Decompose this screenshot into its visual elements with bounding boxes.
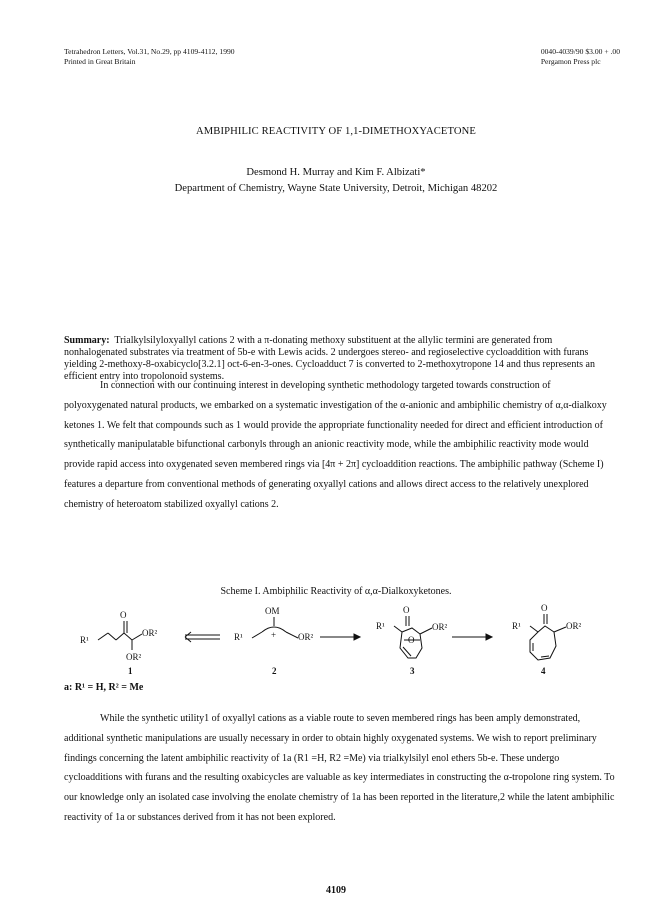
paragraph-utility-text: While the synthetic utility1 of oxyallyl cations as a viable route to seven membered rings has been amply demonstrated, additional synthetic manipulations are usually necessary in order to obtain highly oxygenated systems. We wish to report preliminary findings concerning the latent ambiphilic reactivity of 1a (R1 =H, R2 =Me) via trialkylsilyl enol ethers 5b-e. These undergo cycloadditions with furans and the resulting oxabicycles are valuable as key intermediates in constructing the α-tropolone ring system. To our knowledge only an isolated case involving the enolate chemistry of 1a has been reported in the literature,2 while the latent ambiphilic reactivity of 1a or substances derived from it has not been explored. bbox=[64, 713, 615, 823]
journal-citation: Tetrahedron Letters, Vol.31, No.29, pp 4109-4112, 1990 bbox=[64, 47, 235, 56]
summary-label: Summary: bbox=[64, 335, 110, 346]
compound-number-4: 4 bbox=[541, 666, 546, 676]
atom-label-r1-3: R¹ bbox=[376, 621, 385, 631]
scheme-i-diagram bbox=[60, 600, 620, 680]
compound-number-1: 1 bbox=[128, 666, 133, 676]
atom-label-bridge-o-3: O bbox=[408, 635, 415, 645]
paper-title: AMBIPHILIC REACTIVITY OF 1,1-DIMETHOXYACETONE bbox=[196, 126, 476, 137]
charge-plus-2: + bbox=[271, 630, 277, 640]
publisher-name: Pergamon Press plc bbox=[540, 57, 601, 66]
compound-4-structure bbox=[530, 614, 566, 660]
authors: Desmond H. Murray and Kim F. Albizati* bbox=[246, 167, 426, 178]
publisher-header bbox=[541, 47, 620, 67]
compound-number-3: 3 bbox=[410, 666, 415, 676]
paragraph-utility bbox=[64, 709, 616, 828]
equivalence-arrow bbox=[185, 632, 220, 642]
author-block bbox=[0, 165, 672, 197]
atom-label-r1-2: R¹ bbox=[234, 632, 243, 642]
atom-label-o-1: O bbox=[120, 610, 127, 620]
atom-label-om-2: OM bbox=[265, 606, 280, 616]
scheme-footnote: a: R¹ = H, R² = Me bbox=[64, 682, 144, 693]
atom-label-or2-1b: OR² bbox=[126, 652, 142, 662]
page-number: 4109 bbox=[326, 885, 346, 896]
atom-label-or2-4: OR² bbox=[566, 621, 582, 631]
affiliation: Department of Chemistry, Wayne State University, Detroit, Michigan 48202 bbox=[174, 183, 498, 194]
summary-text: Trialkylsilyloxyallyl cations 2 with a π-donating methoxy substituent at the allylic termini are generated from nonhalogenated substrates via treatment of 5b-e with Lewis acids. 2 undergoes stereo- and regioselective cycloaddition with furans yielding 2-methoxy-8-oxabicyclo[3.2.1] oct-6-en-3-ones. Cycloadduct 7 is converted to 2-methoxytropone 14 and thus represents an efficient entry into tropolonoid systems. bbox=[64, 335, 595, 382]
paragraph-intro bbox=[64, 376, 616, 515]
printed-location: Printed in Great Britain bbox=[64, 57, 136, 66]
compound-1-structure bbox=[98, 621, 142, 650]
journal-header bbox=[64, 47, 235, 67]
atom-label-o-3: O bbox=[403, 605, 410, 615]
atom-label-or2-2: OR² bbox=[298, 632, 314, 642]
compound-number-2: 2 bbox=[272, 666, 277, 676]
atom-label-o-4: O bbox=[541, 603, 548, 613]
issn-price: 0040-4039/90 $3.00 + .00 bbox=[540, 47, 620, 56]
paragraph-intro-text: In connection with our continuing interest in developing synthetic methodology targeted towards construction of polyoxygenated natural products, we embarked on a systematic investigation of the α-anionic and ambiphilic chemistry of α,α-dialkoxy ketones 1. We felt that compounds such as 1 would provide the appropriate functionality needed for direct and efficient introduction of synthetically manipulatable bifunctional carbonyls through an anionic reactivity mode, while the ambiphilic reactivity mode would provide rapid access into oxygenated seven membered rings via [4π + 2π] cycloaddition reactions. The ambiphilic pathway (Scheme I) features a departure from conventional methods of generating oxyallyl cations and allows direct access to the relatively unexplored chemistry of heteroatom stabilized oxyallyl cations 2. bbox=[64, 380, 607, 510]
atom-label-or2-3: OR² bbox=[432, 622, 448, 632]
atom-label-r1-4: R¹ bbox=[512, 621, 521, 631]
atom-label-r1-1: R¹ bbox=[80, 635, 89, 645]
atom-label-or2-1a: OR² bbox=[142, 628, 158, 638]
scheme-caption: Scheme I. Ambiphilic Reactivity of α,α-Dialkoxyketones. bbox=[220, 586, 452, 597]
